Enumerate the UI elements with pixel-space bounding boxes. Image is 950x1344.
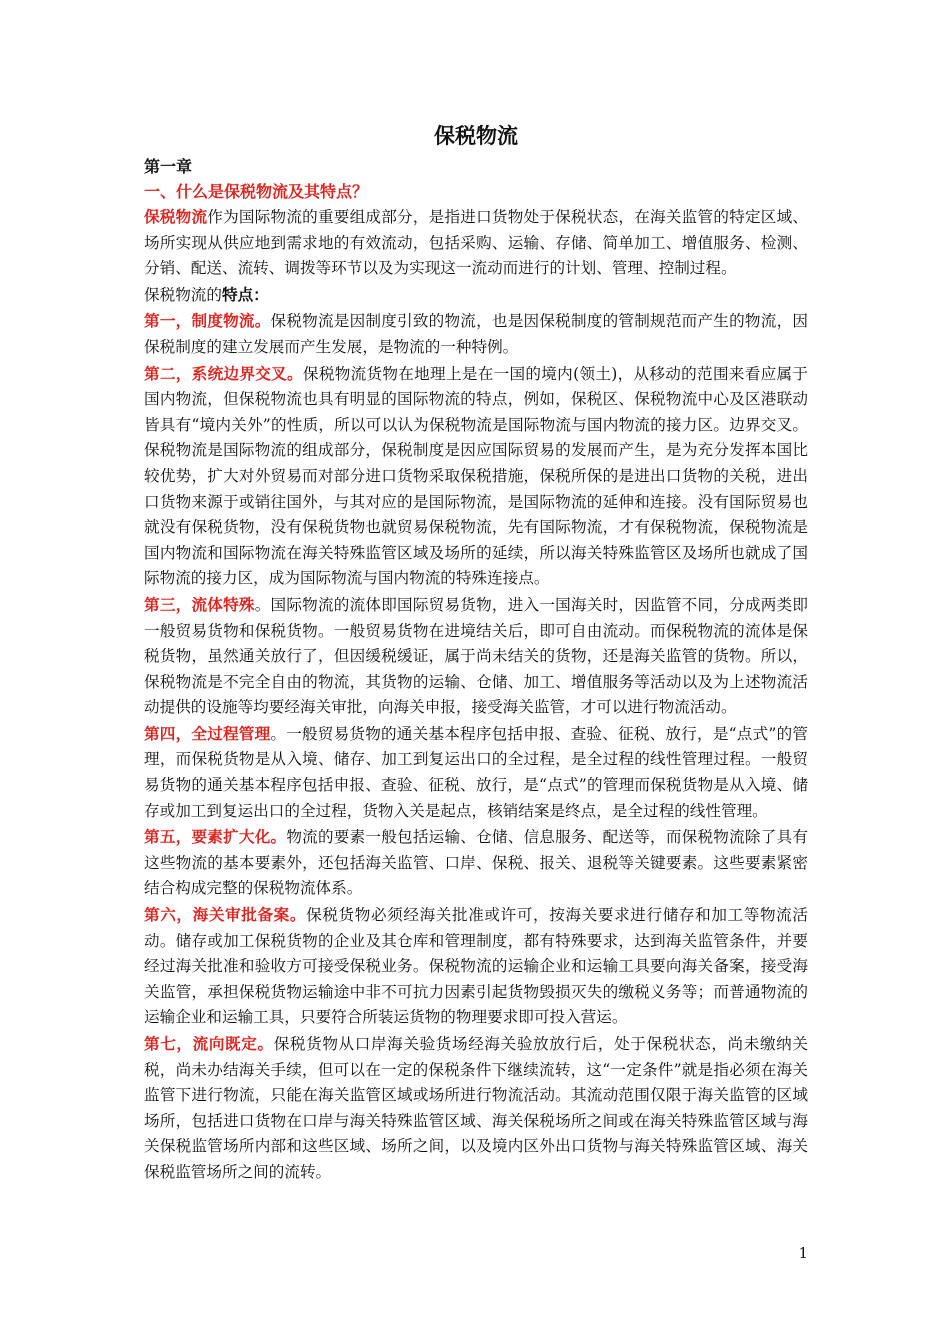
feature-label: 第一，制度物流。 [144,311,271,331]
feature-paragraph-2 [144,361,808,592]
feature-paragraph-4 [144,721,808,824]
document-title: 保税物流 [434,123,518,148]
intro-paragraph [144,204,808,282]
feature-paragraph-7 [144,1031,808,1186]
feature-paragraph-6 [144,902,808,1031]
feature-label: 第二，系统边界交叉。 [144,363,303,383]
feature-label: 第三，流体特殊 [144,594,255,614]
feature-text: 物流的要素一般包括运输、仓储、信息服务、配送等，而保税物流除了具有这些物流的基本要素外，还包括海关监管、口岸、保税、报关、退税等关键要素。这些要素紧密结合构成完整的保税物流体系。 [144,828,808,898]
intro-text: 作为国际物流的重要组成部分，是指进口货物处于保税状态，在海关监管的特定区域、场所实现从供应地到需求地的有效流动，包括采购、运输、存储、简单加工、增值服务、检测、分销、配送、流转、调拨等环节以及为实现这一流动而进行的计划、管理、控制过程。 [144,208,808,278]
feature-text: 保税货物从口岸海关验货场经海关验放放行后，处于保税状态，尚未缴纳关税，尚未办结海关手续，但可以在一定的保税条件下继续流转，这“一定条件”就是指必须在海关监管下进行物流，只能在海关监管区域或场所进行物流活动。其流动范围仅限于海关监管的区域场所，包括进口货物在口岸与海关特殊监管区域、海关保税场所之间或在海关特殊监管区域与海关保税监管场所内部和这些区域、场所之间，以及境内区外出口货物与海关特殊监管区域、海关保税监管场所之间的流转。 [144,1035,808,1181]
feature-label: 第四，全过程管理 [144,723,271,743]
document-page [144,118,808,1186]
feature-paragraph-5 [144,824,808,902]
features-intro-bold: 特点： [221,284,269,304]
features-intro [144,282,808,309]
feature-text: 。国际物流的流体即国际贸易货物，进入一国海关时，因监管不同，分成两类即一般贸易货物和保税货物。一般贸易货物在进境结关后，即可自由流动。而保税物流的流体是保税货物，虽然通关放行了，但因缓税缓证，属于尚未结关的货物，还是海关监管的货物。所以，保税物流是不完全自由的物流，其货物的运输、仓储、加工、增值服务等活动以及为上述物流活动提供的设施等均要经海关审批，向海关申报，接受海关监管，才可以进行物流活动。 [144,595,808,717]
feature-label: 第五，要素扩大化。 [144,827,287,847]
feature-text: 保税物流是因制度引致的物流，也是因保税制度的管制规范而产生的物流，因保税制度的建立发展而产生发展，是物流的一种特例。 [144,312,808,356]
chapter-label: 第一章 [144,157,193,176]
feature-label: 第七，流向既定。 [144,1034,274,1053]
feature-text: 保税货物必须经海关批准或许可，按海关要求进行储存和加工等物流活动。储存或加工保税货物的企业及其仓库和管理制度，都有特殊要求，达到海关监管条件，并要经过海关批准和验收方可接受保税业务。保税物流的运输企业和运输工具要向海关备案，接受海关监管，承担保税货物运输途中非不可抗力因素引起货物毁损灭失的缴税义务等；而普通物流的运输企业和运输工具，只要符合所装运货物的物理要求即可投入营运。 [144,906,808,1027]
feature-paragraph-1 [144,308,808,360]
feature-text: 保税物流货物在地理上是在一国的境内(领土)，从移动的范围来看应属于国内物流，但保税物流也具有明显的国际物流的特点，例如，保税区、保税物流中心及区港联动皆具有“境内关外”的性质，所以可以认为保税物流是国际物流与国内物流的接力区。边界交叉。保税物流是国际物流的组成部分，保税制度是因应国际贸易的发展而产生，是为充分发挥本国比较优势，扩大对外贸易而对部分进口货物采取保税措施，保税所保的是进出口货物的关税，进出口货物来源于或销往国外，与其对应的是国际物流，是国际物流的延伸和连接。没有国际贸易也就没有保税货物，没有保税货物也就贸易保税物流，先有国际物流，才有保税物流，保税物流是国内物流和国际物流在海关特殊监管区域及场所的延续，所以海关特殊监管区及场所也就成了国际物流的接力区，成为国际物流与国内物流的特殊连接点。 [144,364,808,588]
section-heading: 一、什么是保税物流及其特点？ [144,182,369,201]
feature-label: 第六，海关审批备案。 [144,905,307,925]
features-intro-text: 保税物流的 [144,285,222,304]
intro-term: 保税物流 [144,207,208,226]
feature-text: 。一般贸易货物的通关基本程序包括申报、查验、征税、放行，是“点式”的管理，而保税货物是从入境、储存、加工到复运出口的全过程，是全过程的线性管理过程。一般贸易货物的通关基本程序包括申报、查验、征税、放行，是“点式”的管理而保税货物是从入境、储存或加工到复运出口的全过程，货物入关是起点，核销结案是终点，是全过程的线性管理。 [144,724,808,820]
feature-paragraph-3 [144,592,808,721]
page-number: 1 [798,1244,808,1262]
